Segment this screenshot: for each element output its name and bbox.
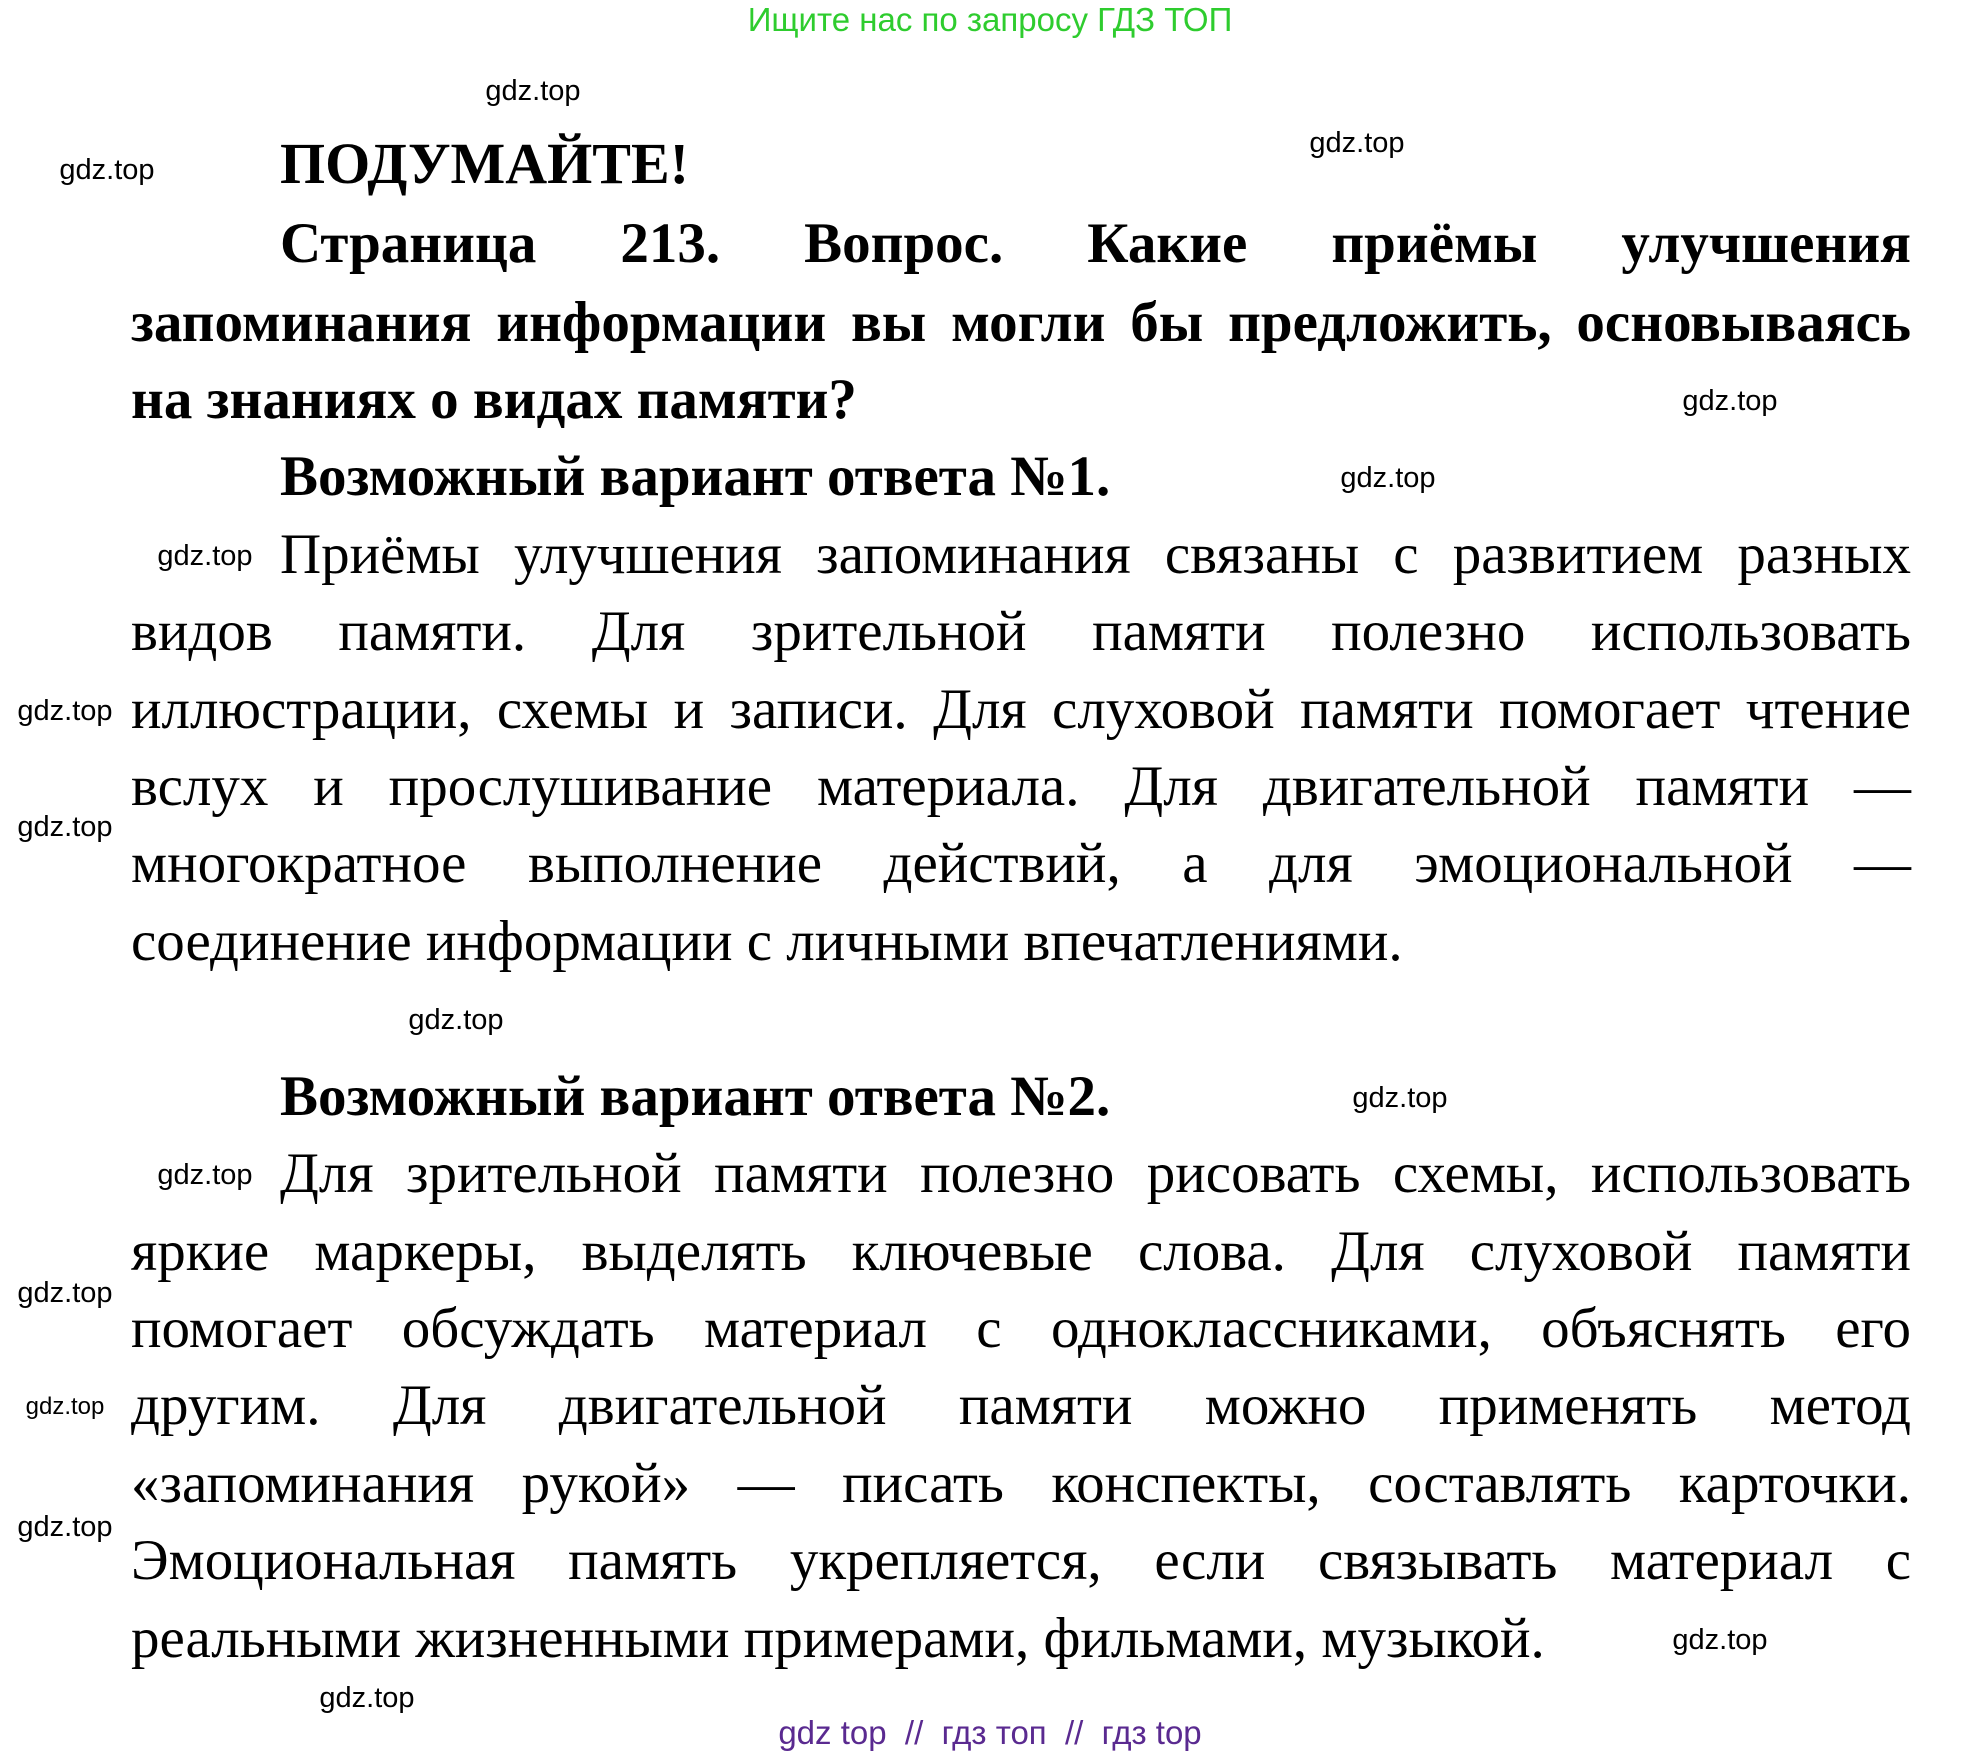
answer1-line: соединение информации с личными впечатлениями. xyxy=(131,910,1403,973)
watermark: gdz.top xyxy=(485,75,581,107)
question-line: запоминания информации вы могли бы предложить, основываясь xyxy=(131,291,1911,354)
watermark: gdz.top xyxy=(1309,127,1405,159)
watermark: gdz.top xyxy=(157,1159,253,1191)
answer2-line: Для зрительной памяти полезно рисовать схемы, использовать xyxy=(280,1142,1911,1205)
answer2-line: «запоминания рукой» — писать конспекты, составлять карточки. xyxy=(131,1452,1911,1515)
watermark: gdz.top xyxy=(1352,1082,1448,1114)
watermark: gdz.top xyxy=(1682,385,1778,417)
answer2-line: другим. Для двигательной памяти можно применять метод xyxy=(131,1374,1911,1437)
footer-links: gdz top // гдз топ // гдз top xyxy=(778,1714,1202,1751)
answer2-line: реальными жизненными примерами, фильмами, музыкой. xyxy=(131,1607,1545,1670)
answer2-line: помогает обсуждать материал с одноклассниками, объяснять его xyxy=(131,1297,1911,1360)
answer1-line: Приёмы улучшения запоминания связаны с развитием разных xyxy=(280,523,1911,586)
question-line: Страница 213. Вопрос. Какие приёмы улучшения xyxy=(280,212,1911,275)
watermark: gdz.top xyxy=(408,1004,504,1036)
watermark: gdz.top xyxy=(17,1277,113,1309)
watermark: gdz.top xyxy=(25,1393,105,1420)
watermark: gdz.top xyxy=(17,1511,113,1543)
search-hint-banner: Ищите нас по запросу ГДЗ ТОП xyxy=(747,1,1233,38)
watermark: gdz.top xyxy=(17,695,113,727)
watermark: gdz.top xyxy=(59,154,155,186)
watermark: gdz.top xyxy=(319,1682,415,1714)
watermark: gdz.top xyxy=(157,540,253,572)
question-line: на знаниях о видах памяти? xyxy=(131,368,857,431)
answer1-line: многократное выполнение действий, а для эмоциональной — xyxy=(131,832,1911,895)
answer2-title: Возможный вариант ответа №2. xyxy=(280,1065,1111,1128)
watermark: gdz.top xyxy=(17,811,113,843)
answer1-title: Возможный вариант ответа №1. xyxy=(280,445,1111,508)
answer1-line: вслух и прослушивание материала. Для двигательной памяти — xyxy=(131,755,1911,818)
watermark: gdz.top xyxy=(1340,462,1436,494)
answer1-line: видов памяти. Для зрительной памяти полезно использовать xyxy=(131,600,1911,663)
watermark: gdz.top xyxy=(1672,1624,1768,1656)
answer2-line: яркие маркеры, выделять ключевые слова. Для слуховой памяти xyxy=(131,1220,1911,1283)
answer2-line: Эмоциональная память укрепляется, если связывать материал с xyxy=(131,1529,1911,1592)
answer1-line: иллюстрации, схемы и записи. Для слуховой памяти помогает чтение xyxy=(131,678,1911,741)
heading: ПОДУМАЙТЕ! xyxy=(280,131,689,196)
